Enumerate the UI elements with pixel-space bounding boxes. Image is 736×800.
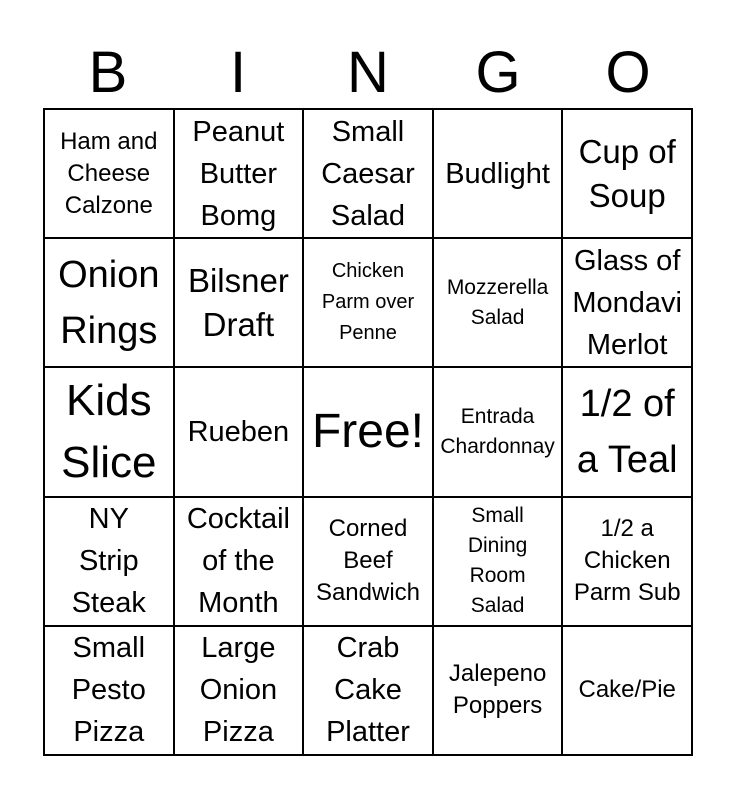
bingo-cell-r4c4[interactable]: Small Dining Room Salad [433, 497, 563, 626]
bingo-cell-r1c3[interactable]: Small Caesar Salad [303, 109, 433, 238]
bingo-header [43, 38, 693, 108]
bingo-cell-r4c2[interactable]: Cocktail of the Month [174, 497, 304, 626]
bingo-cell-r1c2[interactable]: Peanut Butter Bomg [174, 109, 304, 238]
bingo-cell-r3c1[interactable]: Kids Slice [44, 367, 174, 496]
bingo-board [43, 108, 693, 756]
bingo-cell-r2c4[interactable]: Mozzerella Salad [433, 238, 563, 367]
bingo-cell-r5c4[interactable]: Jalepeno Poppers [433, 626, 563, 755]
bingo-cell-r1c4[interactable]: Budlight [433, 109, 563, 238]
bingo-cell-r5c3[interactable]: Crab Cake Platter [303, 626, 433, 755]
bingo-cell-r4c1[interactable]: NY Strip Steak [44, 497, 174, 626]
bingo-cell-r4c5[interactable]: 1/2 a Chicken Parm Sub [562, 497, 692, 626]
header-letter-b: B [88, 40, 128, 105]
bingo-cell-r3c2[interactable]: Rueben [174, 367, 304, 496]
bingo-cell-r1c5[interactable]: Cup of Soup [562, 109, 692, 238]
bingo-cell-r5c5[interactable]: Cake/Pie [562, 626, 692, 755]
header-letter-n: N [347, 40, 389, 105]
header-letter-i: I [229, 40, 247, 105]
bingo-cell-r2c1[interactable]: Onion Rings [44, 238, 174, 367]
bingo-cell-r2c3[interactable]: Chicken Parm over Penne [303, 238, 433, 367]
header-letter-o: O [605, 40, 651, 105]
bingo-cell-r5c2[interactable]: Large Onion Pizza [174, 626, 304, 755]
bingo-cell-free[interactable]: Free! [303, 367, 433, 496]
bingo-cell-r3c5[interactable]: 1/2 of a Teal [562, 367, 692, 496]
bingo-cell-r3c4[interactable]: Entrada Chardonnay [433, 367, 563, 496]
bingo-cell-r5c1[interactable]: Small Pesto Pizza [44, 626, 174, 755]
bingo-cell-r4c3[interactable]: Corned Beef Sandwich [303, 497, 433, 626]
header-letter-g: G [475, 40, 521, 105]
bingo-cell-r2c2[interactable]: Bilsner Draft [174, 238, 304, 367]
bingo-cell-r1c1[interactable]: Ham and Cheese Calzone [44, 109, 174, 238]
bingo-cell-r2c5[interactable]: Glass of Mondavi Merlot [562, 238, 692, 367]
